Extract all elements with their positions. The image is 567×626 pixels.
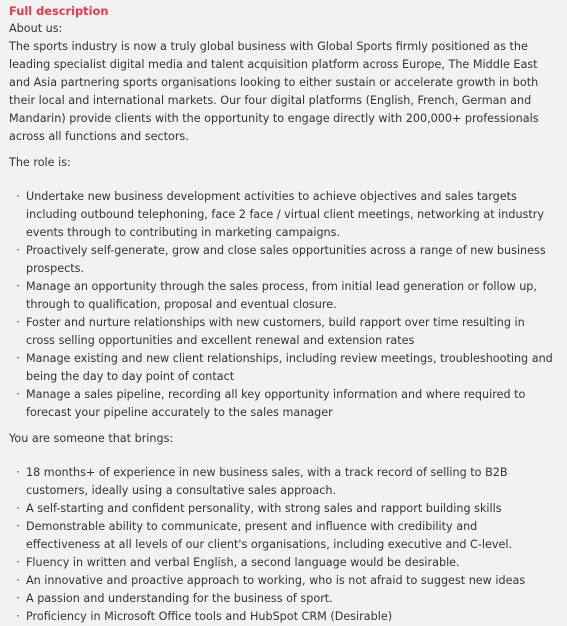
- bullet-icon: ·: [16, 388, 20, 401]
- list-item-text: Fluency in written and verbal English, a second language would be desirable.: [26, 556, 460, 569]
- list-item-text: Undertake new business development activities to achieve objectives and sales targets including outbound telephoning, face 2 face / virtual client meetings, networking at industry events through to contributing in marketing campaigns.: [26, 190, 544, 239]
- list-item-text: A passion and understanding for the business of sport.: [26, 592, 333, 605]
- bullet-icon: ·: [16, 592, 20, 605]
- bullet-icon: ·: [16, 502, 20, 515]
- bullet-icon: ·: [16, 316, 20, 329]
- spacer: [9, 146, 559, 154]
- list-item-text: An innovative and proactive approach to working, who is not afraid to suggest new ideas: [26, 574, 526, 587]
- about-us-label: About us:: [9, 22, 63, 35]
- list-item: [9, 314, 554, 350]
- list-item-text: Proactively self-generate, grow and close sales opportunities across a range of new business prospects.: [26, 244, 546, 275]
- bullet-icon: ·: [16, 190, 20, 203]
- about-us-paragraph: The sports industry is now a truly global business with Global Sports firmly positioned as the leading specialist digital media and talent acquisition platform across Europe, The Middle East and Asia partnering sports organisations looking to either sustain or accelerate growth in both their local and international markets. Our four digital platforms (English, French, German and Mandarin) provide clients with the opportunity to engage directly with 200,000+ professionals across all functions and sectors.: [9, 40, 539, 143]
- list-item: [9, 242, 554, 278]
- list-item: [9, 554, 554, 572]
- list-item: [9, 572, 554, 590]
- bullet-icon: ·: [16, 520, 20, 533]
- list-item: [9, 350, 554, 386]
- list-item-text: A self-starting and confident personality, with strong sales and rapport building skills: [26, 502, 502, 515]
- bullet-icon: ·: [16, 244, 20, 257]
- role-list: [9, 188, 554, 422]
- list-item: [9, 278, 554, 314]
- bullet-icon: ·: [16, 556, 20, 569]
- bullet-icon: ·: [16, 280, 20, 293]
- brings-label: You are someone that brings:: [9, 432, 174, 445]
- spacer: [9, 172, 559, 188]
- bullet-icon: ·: [16, 352, 20, 365]
- list-item: [9, 608, 554, 626]
- bullet-icon: ·: [16, 466, 20, 479]
- list-item: [9, 500, 554, 518]
- section-heading: Full description: [9, 4, 109, 18]
- list-item: [9, 518, 554, 554]
- list-item-text: Foster and nurture relationships with new customers, build rapport over time resulting in cross selling opportunities and excellent renewal and extension rates: [26, 316, 525, 347]
- list-item: [9, 386, 554, 422]
- bullet-icon: ·: [16, 610, 20, 623]
- bullet-icon: ·: [16, 574, 20, 587]
- spacer: [9, 422, 559, 430]
- list-item-text: Manage a sales pipeline, recording all key opportunity information and where required to forecast your pipeline accurately to the sales manager: [26, 388, 526, 419]
- list-item: [9, 188, 554, 242]
- list-item-text: Manage an opportunity through the sales process, from initial lead generation or follow up, through to qualification, proposal and eventual closure.: [26, 280, 537, 311]
- list-item-text: Proficiency in Microsoft Office tools and HubSpot CRM (Desirable): [26, 610, 393, 623]
- list-item-text: 18 months+ of experience in new business sales, with a track record of selling to B2B customers, ideally using a consultative sales approach.: [26, 466, 508, 497]
- list-item: [9, 464, 554, 500]
- role-label: The role is:: [9, 156, 71, 169]
- list-item-text: Demonstrable ability to communicate, present and influence with credibility and effectiveness at all levels of our client's organisations, including executive and C-level.: [26, 520, 513, 551]
- brings-list: [9, 464, 554, 626]
- list-item: [9, 590, 554, 608]
- list-item-text: Manage existing and new client relationships, including review meetings, troubleshooting and being the day to day point of contact: [26, 352, 553, 383]
- spacer: [9, 448, 559, 464]
